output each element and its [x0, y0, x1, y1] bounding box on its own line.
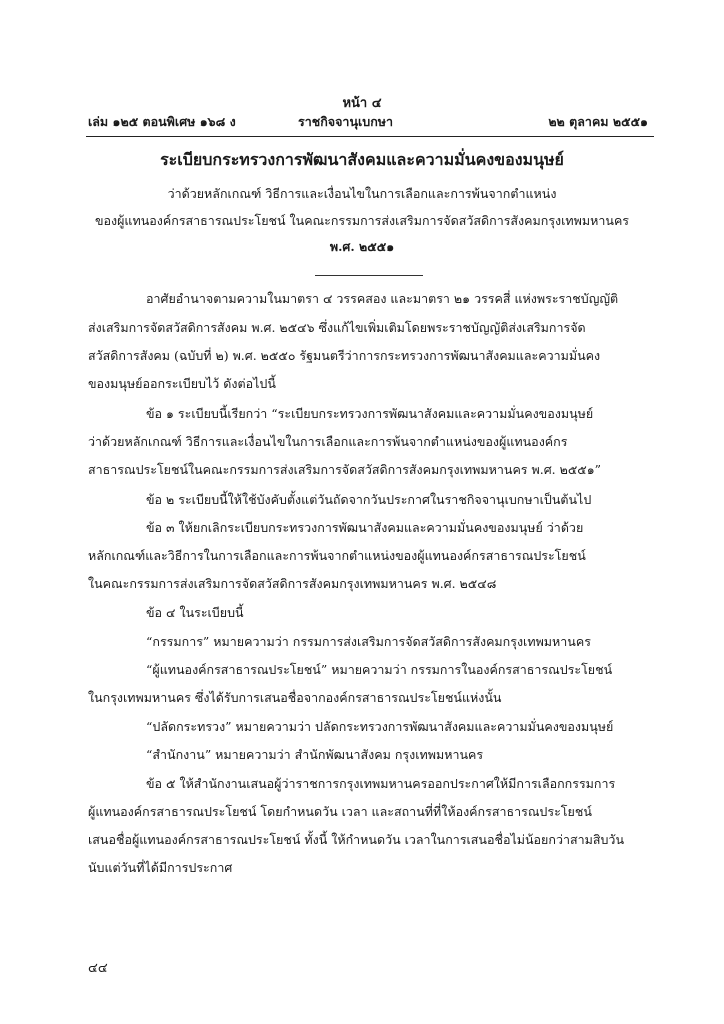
body-line: สวัสดิการสังคม (ฉบับที่ ๒) พ.ศ. ๒๕๕๐ รัฐมนตรีว่าการกระทรวงการพัฒนาสังคมและความมั่นคง [88, 348, 601, 363]
subtitle-line-2: ของผู้แทนองค์กรสาธารณประโยชน์ ในคณะกรรมการส่งเสริมการจัดสวัสดิการสังคมกรุงเทพมหานคร [94, 213, 630, 228]
title-divider [315, 275, 423, 276]
body-line: ว่าด้วยหลักเกณฑ์ วิธีการและเงื่อนไขในการเลือกและการพ้นจากตำแหน่งของผู้แทนองค์กร [88, 434, 568, 449]
gazette-name: ราชกิจจานุเบกษา [298, 114, 394, 129]
body-line: ในคณะกรรมการส่งเสริมการจัดสวัสดิการสังคมกรุงเทพมหานคร พ.ศ. ๒๕๔๘ [88, 576, 497, 591]
subtitle-line-1: ว่าด้วยหลักเกณฑ์ วิธีการและเงื่อนไขในการเลือกและการพ้นจากตำแหน่ง [167, 186, 557, 201]
definition-committee: “กรรมการ” หมายความว่า กรรมการส่งเสริมการจัดสวัสดิการสังคมกรุงเทพมหานคร [146, 634, 591, 649]
body-line: ของมนุษย์ออกระเบียบไว้ ดังต่อไปนี้ [88, 376, 276, 391]
clause-4: ข้อ ๔ ในระเบียบนี้ [146, 605, 244, 620]
body-line: เสนอชื่อผู้แทนองค์กรสาธารณประโยชน์ ทั้งนี้ ให้กำหนดวัน เวลาในการเสนอชื่อไม่น้อยกว่าสามสิบวัน [88, 832, 624, 847]
clause-2: ข้อ ๒ ระเบียบนี้ให้ใช้บังคับตั้งแต่วันถัดจากวันประกาศในราชกิจจานุเบกษาเป็นต้นไป [146, 492, 592, 507]
clause-5: ข้อ ๕ ให้สำนักงานเสนอผู้ว่าราชการกรุงเทพมหานครออกประกาศให้มีการเลือกกรรมการ [146, 776, 616, 791]
page-number: หน้า ๔ [342, 96, 382, 111]
definition-representative: “ผู้แทนองค์กรสาธารณประโยชน์” หมายความว่า กรรมการในองค์กรสาธารณประโยชน์ [146, 662, 613, 677]
footer-page-number: ๔๔ [88, 961, 108, 976]
clause-3: ข้อ ๓ ให้ยกเลิกระเบียบกระทรวงการพัฒนาสังคมและความมั่นคงของมนุษย์ ว่าด้วย [146, 520, 584, 535]
body-line: อาศัยอำนาจตามความในมาตรา ๔ วรรคสอง และมาตรา ๒๑ วรรคสี่ แห่งพระราชบัญญัติ [146, 291, 619, 306]
definition-permanent-secretary: “ปลัดกระทรวง” หมายความว่า ปลัดกระทรวงการพัฒนาสังคมและความมั่นคงของมนุษย์ [146, 719, 614, 734]
body-line: สาธารณประโยชน์ในคณะกรรมการส่งเสริมการจัดสวัสดิการสังคมกรุงเทพมหานคร พ.ศ. ๒๕๕๑” [88, 462, 602, 477]
body-line: ส่งเสริมการจัดสวัสดิการสังคม พ.ศ. ๒๕๔๖ ซึ่งแก้ไขเพิ่มเติมโดยพระราชบัญญัติส่งเสริมการจัด [88, 320, 586, 335]
body-line: นับแต่วันที่ได้มีการประกาศ [88, 860, 233, 875]
volume-info: เล่ม ๑๒๕ ตอนพิเศษ ๑๖๘ ง [88, 114, 236, 129]
clause-1: ข้อ ๑ ระเบียบนี้เรียกว่า “ระเบียบกระทรวงการพัฒนาสังคมและความมั่นคงของมนุษย์ [146, 406, 594, 421]
publication-date: ๒๒ ตุลาคม ๒๕๕๑ [548, 114, 648, 129]
body-line: ในกรุงเทพมหานคร ซึ่งได้รับการเสนอชื่อจากองค์กรสาธารณประโยชน์แห่งนั้น [88, 690, 502, 705]
body-line: หลักเกณฑ์และวิธีการในการเลือกและการพ้นจากตำแหน่งของผู้แทนองค์กรสาธารณประโยชน์ [88, 548, 586, 563]
subtitle-year: พ.ศ. ๒๕๕๑ [329, 239, 395, 254]
header-divider [86, 136, 654, 137]
document-title: ระเบียบกระทรวงการพัฒนาสังคมและความมั่นคงของมนุษย์ [160, 150, 564, 169]
body-line: ผู้แทนองค์กรสาธารณประโยชน์ โดยกำหนดวัน เวลา และสถานที่ที่ให้องค์กรสาธารณประโยชน์ [88, 804, 592, 819]
gazette-header [88, 112, 648, 132]
definition-office: “สำนักงาน” หมายความว่า สำนักพัฒนาสังคม กรุงเทพมหานคร [146, 747, 484, 762]
